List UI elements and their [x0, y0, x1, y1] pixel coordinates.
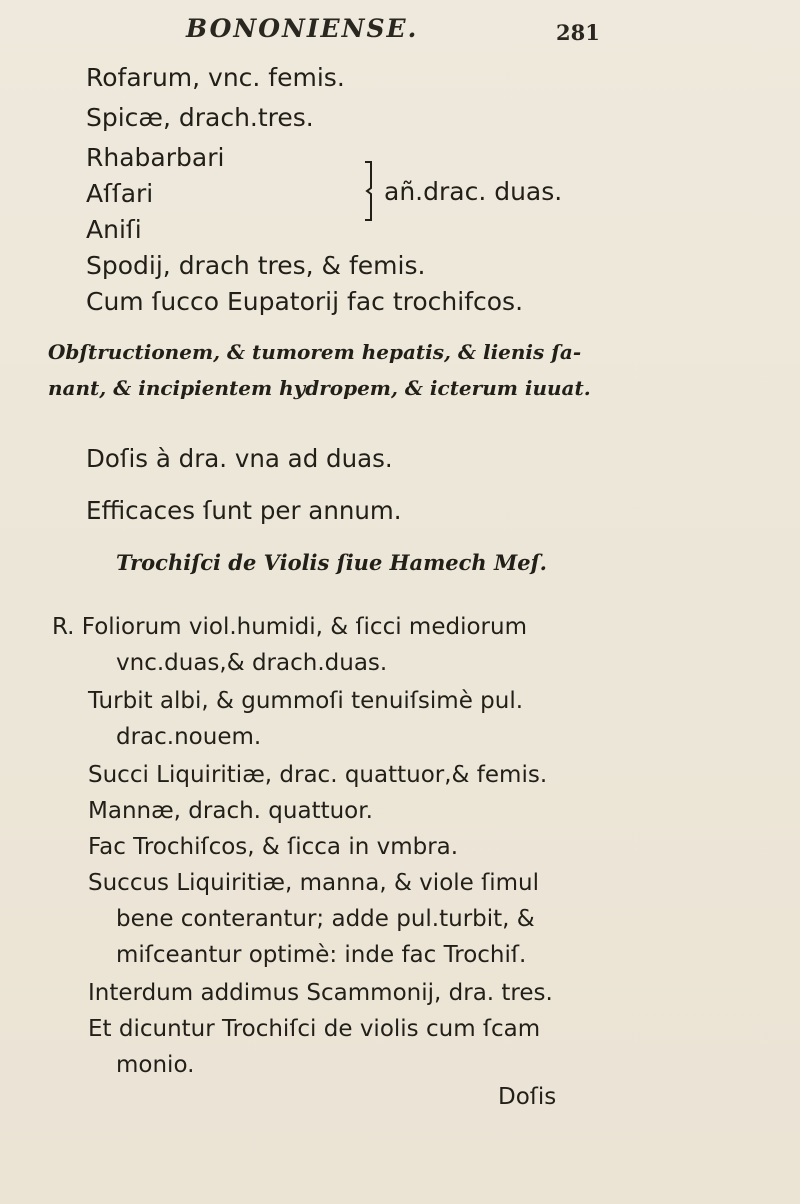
ingredient-line: Succi Liquiritiæ, drac. quattuor,& femis.	[88, 762, 548, 788]
instruction-line: miſceantur optimè: inde fac Trochiſ.	[116, 942, 527, 968]
ingredient-line: vnc.duas,& drach.duas.	[116, 650, 388, 676]
instruction-line: Cum ſucco Eupatorij fac trochifcos.	[86, 287, 524, 316]
ingredient-line: Rofarum, vnc. femis.	[86, 63, 345, 92]
instruction-line: Interdum addimus Scammonij, dra. tres.	[88, 980, 553, 1006]
catchword: Doſis	[498, 1084, 557, 1110]
ingredient-line: Spicæ, drach.tres.	[86, 103, 314, 132]
efficacy-line: Efficaces ſunt per annum.	[86, 496, 402, 525]
ingredient-line: R. Foliorum viol.humidi, & ſicci mediorum	[52, 614, 527, 640]
instruction-line: monio.	[116, 1052, 195, 1078]
quantity-label: añ.drac. duas.	[384, 177, 563, 206]
section-heading: Trochiſci de Violis ſiue Hamech Meſ.	[116, 550, 547, 575]
instruction-line: Succus Liquiritiæ, manna, & viole ſimul	[88, 870, 539, 896]
indication-line: nant, & incipientem hydropem, & icterum iuuat.	[48, 376, 591, 400]
ingredient-line: Spodij, drach tres, & femis.	[86, 251, 426, 280]
ingredient-line: Turbit albi, & gummoſi tenuiſsimè pul.	[88, 688, 524, 714]
running-title: BONONIENSE.	[186, 14, 419, 43]
instruction-line: bene conterantur; adde pul.turbit, &	[116, 906, 535, 932]
instruction-line: Et dicuntur Trochiſci de violis cum ſcam	[88, 1016, 541, 1042]
brace-icon	[365, 160, 373, 222]
indication-line: Obſtructionem, & tumorem hepatis, & lienis ſa-	[48, 340, 582, 364]
ingredient-line: Rhabarbari	[86, 143, 225, 172]
ingredient-line: Aſſari	[86, 179, 154, 208]
page-number: 281	[556, 20, 600, 45]
ingredient-line: Mannæ, drach. quattuor.	[88, 798, 373, 824]
ingredient-line: drac.nouem.	[116, 724, 262, 750]
ingredient-line: Aniſi	[86, 215, 142, 244]
instruction-line: Fac Trochiſcos, & ſicca in vmbra.	[88, 834, 459, 860]
dose-line: Doſis à dra. vna ad duas.	[86, 444, 393, 473]
